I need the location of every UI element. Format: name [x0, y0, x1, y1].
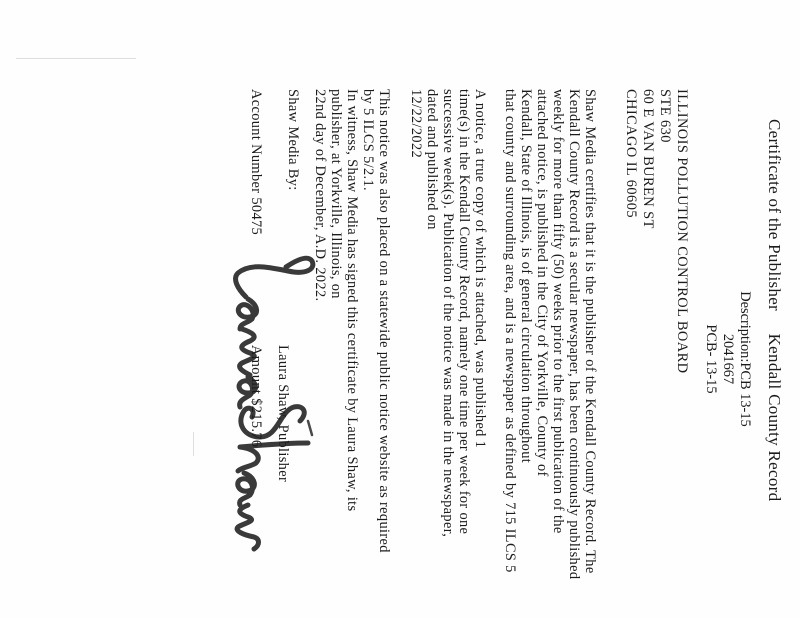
recipient-line: STE 630: [657, 89, 673, 143]
certification-line: Kendall, State of Illinois, is of general circulation throughout: [518, 89, 534, 464]
description-code: PCB- 13-15: [703, 324, 719, 394]
notice-line: A notice, a true copy of which is attached, was published 1: [472, 89, 488, 449]
witness-line: In witness, Shaw Media has signed this certificate by Laura Shaw, its: [344, 89, 360, 512]
certification-line: that county and surrounding area, and is a newspaper as defined by 715 ILCS 5: [502, 89, 518, 573]
recipient-line: CHICAGO IL 60605: [623, 89, 639, 218]
signed-by-label: Shaw Media By:: [285, 89, 301, 191]
account-number: Account Number 50475: [248, 89, 264, 236]
notice-line: dated and published on: [424, 89, 440, 230]
witness-line: publisher, at Yorkville, Illinois, on: [328, 89, 344, 299]
amount: Amount $215.76: [248, 345, 264, 448]
recipient-line: 60 E VAN BUREN ST: [640, 89, 656, 229]
witness-date: 22nd day of December, A.D. 2022.: [312, 89, 328, 302]
recipient-line: ILLINOIS POLLUTION CONTROL BOARD: [674, 89, 690, 374]
publication-date: 12/22/2022: [408, 89, 424, 159]
certificate-title: Certificate of the Publisher: [765, 118, 784, 312]
description-line: Description:PCB 13-15: [737, 291, 753, 427]
certification-line: weekly for more than fifty (50) weeks prior to the first publication of the: [550, 89, 566, 534]
website-line: This notice was also placed on a statewide public notice website as required: [376, 89, 392, 553]
signer-name: Laura Shaw, Publisher: [275, 345, 291, 483]
description-number: 2041667: [720, 333, 736, 385]
notice-line: time(s) in the Kendall County Record, namely one time per week for one: [456, 89, 472, 535]
notice-line: successive week(s). Publication of the notice was made in the newspaper,: [440, 89, 456, 538]
certification-line: attached notice, is published in the City of Yorkville, County of: [534, 89, 550, 477]
certification-line: Shaw Media certifies that it is the publisher of the Kendall County Record. The: [582, 89, 598, 574]
certification-line: Kendall County Record is a secular newspaper, has been continuously published: [566, 89, 582, 580]
website-line: by 5 ILCS 5/2.1.: [360, 89, 376, 191]
scan-artifact: [193, 432, 194, 456]
newspaper-name: Kendall County Record: [765, 333, 784, 502]
scan-artifact: [16, 58, 136, 59]
